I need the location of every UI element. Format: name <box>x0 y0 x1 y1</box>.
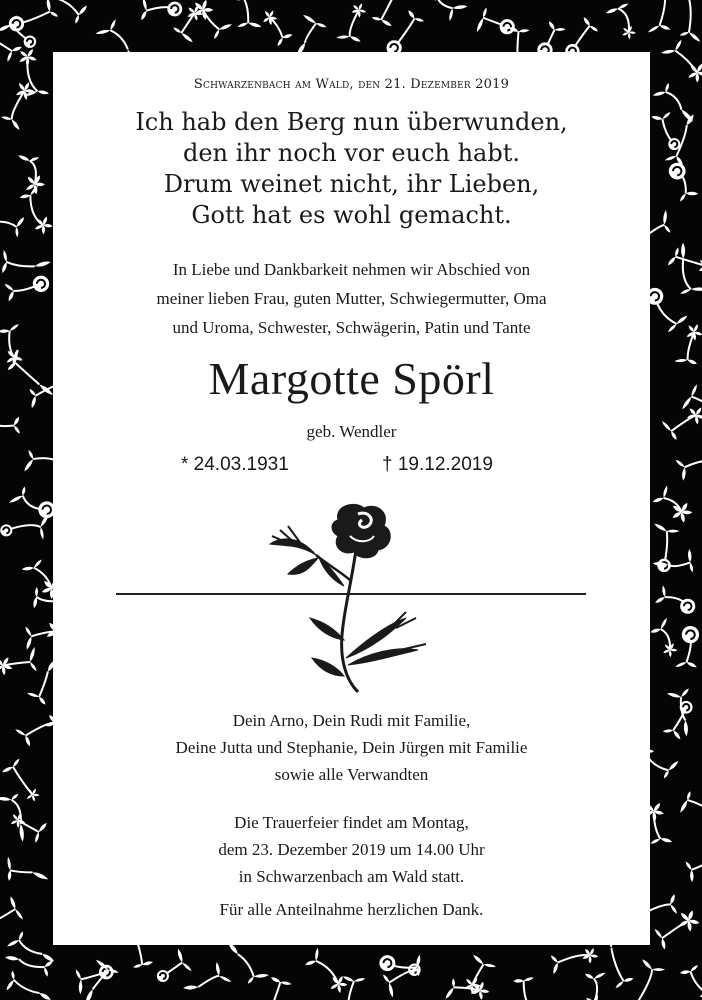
floral-motif-icon <box>386 10 423 55</box>
floral-motif-icon <box>646 288 687 332</box>
intro-line: meiner lieben Frau, guten Mutter, Schwiegermutter, Oma <box>156 289 547 308</box>
floral-motif-icon <box>653 485 693 522</box>
floral-motif-icon <box>343 976 366 1000</box>
floral-motif-icon <box>259 977 291 1000</box>
floral-motif-icon <box>2 759 39 802</box>
floral-motif-icon <box>7 857 48 881</box>
floral-motif-icon <box>648 0 672 32</box>
floral-motif-icon <box>653 83 693 122</box>
floral-motif-icon <box>680 0 700 42</box>
service-line: Die Trauerfeier findet am Montag, <box>234 813 469 832</box>
floral-motif-icon <box>141 0 182 20</box>
floral-motif-icon <box>0 647 37 675</box>
floral-motif-icon <box>194 0 232 39</box>
floral-motif-icon <box>229 942 269 983</box>
poem-line: Drum weinet nicht, ihr Lieben, <box>163 170 540 198</box>
obituary-card <box>53 52 650 945</box>
floral-motif-icon <box>662 407 702 439</box>
floral-motif-icon <box>655 585 695 613</box>
floral-motif-icon <box>477 7 515 34</box>
floral-motif-icon <box>551 948 598 974</box>
floral-motif-icon <box>183 962 231 990</box>
floral-motif-icon <box>661 40 702 83</box>
floral-motif-icon <box>0 514 48 540</box>
floral-motif-icon <box>651 112 680 150</box>
birth-name: geb. Wendler <box>306 422 397 441</box>
poem-line: den ihr noch vor euch habt. <box>182 139 521 167</box>
place-date-text: Schwarzenbach am Wald, den 21. Dezember 2019 <box>193 77 510 92</box>
floral-motif-icon <box>18 155 45 194</box>
floral-motif-icon <box>11 813 47 843</box>
floral-motif-icon <box>675 626 699 667</box>
floral-motif-icon <box>669 163 699 202</box>
floral-motif-icon <box>297 15 326 55</box>
floral-motif-icon <box>680 965 702 1000</box>
service-line: in Schwarzenbach am Wald statt. <box>238 867 465 886</box>
thanks-note: Für alle Anteilnahme herzlichen Dank. <box>219 900 484 919</box>
floral-motif-icon <box>27 660 55 704</box>
floral-motif-icon <box>263 11 292 47</box>
floral-motif-icon <box>650 618 677 658</box>
deceased-name: Margotte Spörl <box>208 353 495 404</box>
floral-motif-icon <box>585 973 606 1000</box>
floral-motif-icon <box>86 960 119 1000</box>
floral-motif-icon <box>674 324 702 364</box>
floral-motif-icon <box>6 971 50 1000</box>
floral-motif-icon <box>0 896 23 933</box>
floral-motif-icon <box>372 0 404 26</box>
mourners-line: sowie alle Verwandten <box>274 765 429 784</box>
poem-line: Ich hab den Berg nun überwunden, <box>135 108 568 136</box>
floral-motif-icon <box>336 3 366 41</box>
floral-motif-icon <box>0 417 20 434</box>
floral-motif-icon <box>665 115 694 166</box>
service-line: dem 23. Dezember 2019 um 14.00 Uhr <box>218 840 485 859</box>
floral-motif-icon <box>0 324 23 366</box>
place-and-date <box>53 77 650 92</box>
floral-motif-icon <box>680 791 702 825</box>
floral-motif-icon <box>230 0 262 27</box>
floral-motif-icon <box>686 852 702 882</box>
intro-line: In Liebe und Dankbarkeit nehmen wir Abschied von <box>172 260 531 279</box>
mourners-line: Dein Arno, Dein Rudi mit Familie, <box>232 711 471 730</box>
floral-motif-icon <box>655 910 700 949</box>
floral-motif-icon <box>680 243 702 294</box>
poem <box>53 107 650 231</box>
floral-motif-icon <box>676 453 702 480</box>
floral-motif-icon <box>635 959 665 1000</box>
floral-motif-icon <box>606 4 636 40</box>
mourners-line: Deine Jutta und Stephanie, Dein Jürgen mit Familie <box>175 738 528 757</box>
floral-motif-icon <box>513 977 541 1000</box>
floral-motif-icon <box>663 701 693 740</box>
floral-motif-icon <box>0 214 24 237</box>
mourners <box>53 707 650 788</box>
floral-motif-icon <box>157 949 192 982</box>
funeral-service-info <box>53 809 650 890</box>
floral-motif-icon <box>9 487 55 519</box>
floral-motif-icon <box>5 276 50 302</box>
intro-line: und Uroma, Schwester, Schwägerin, Patin und Tante <box>172 318 531 337</box>
floral-motif-icon <box>1 82 34 130</box>
rose-icon <box>258 500 448 700</box>
death-date: † 19.12.2019 <box>382 454 493 475</box>
floral-motif-icon <box>2 250 51 273</box>
floral-motif-icon <box>305 948 347 993</box>
birth-date: * 24.03.1931 <box>181 454 289 475</box>
poem-line: Gott hat es wohl gemacht. <box>191 201 512 229</box>
floral-motif-icon <box>427 0 467 21</box>
floral-motif-icon <box>682 384 702 410</box>
farewell-intro <box>53 255 650 342</box>
